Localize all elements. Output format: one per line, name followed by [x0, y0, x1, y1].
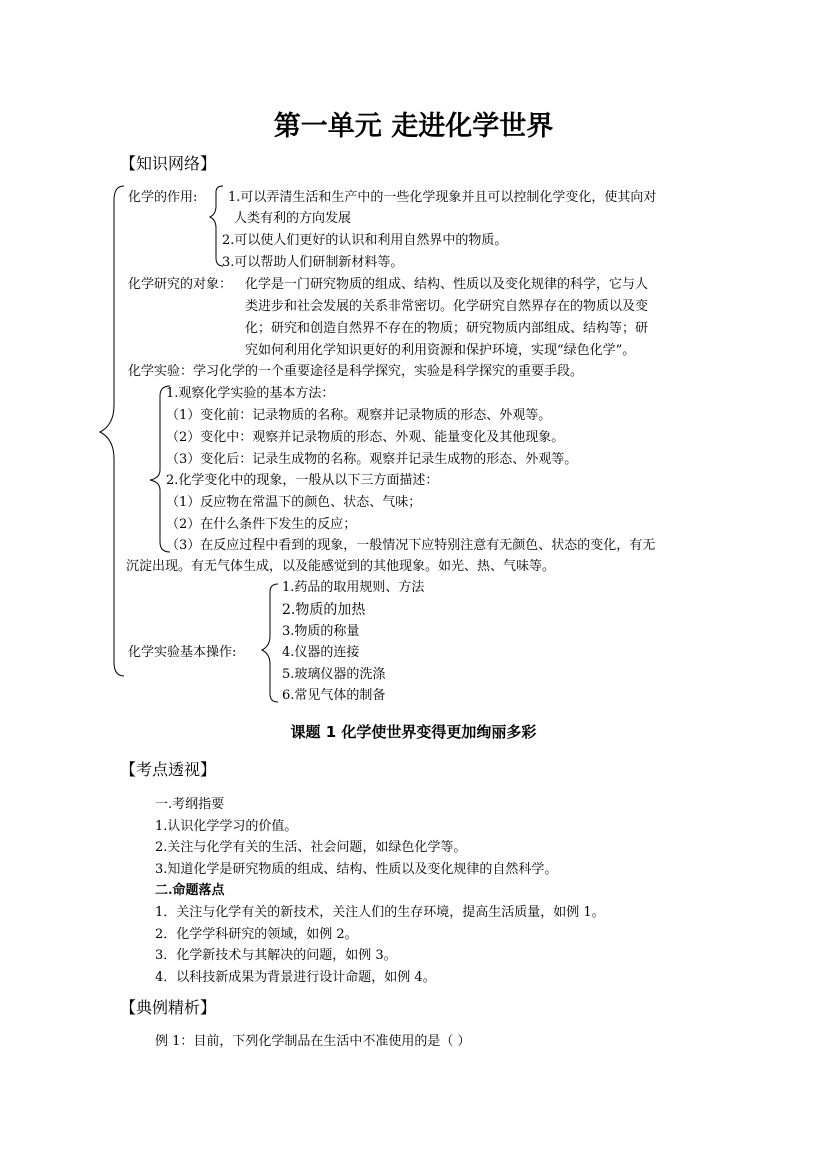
points-item: 4．以科技新成果为背景进行设计命题，如例 4。	[155, 970, 436, 985]
outline-heading: 一.考纲指要	[155, 797, 225, 812]
experiment-line: （2）变化中：观察并记录物质的形态、外观、能量变化及其他现象。	[166, 430, 565, 445]
object-line: 化；研究和创造自然界不存在的物质；研究物质内部组成、结构等；研	[245, 321, 649, 336]
role-label: 化学的作用:	[128, 190, 198, 205]
object-line: 化学是一门研究物质的组成、结构、性质以及变化规律的科学，它与人	[245, 277, 649, 292]
experiment-line: 1.观察化学实验的基本方法：	[166, 386, 335, 401]
role-brace	[210, 186, 223, 266]
points-item: 3．化学新技术与其解决的问题，如例 3。	[155, 948, 397, 963]
object-line: 类进步和社会发展的关系非常密切。化学研究自然界存在的物质以及变	[245, 299, 649, 314]
page-title: 第一单元 走进化学世界	[273, 111, 554, 142]
experiment-line: 沉淀出现。有无气体生成，以及能感觉到的其他现象。如光、热、气味等。	[126, 559, 556, 574]
points-heading: 二.命题落点	[155, 883, 225, 898]
lesson-title: 课题 1 化学使世界变得更加绚丽多彩	[290, 723, 537, 741]
object-line: 究如何利用化学知识更好的利用资源和保护环境，实现“绿色化学”。	[245, 343, 636, 358]
experiment-line: （3）在反应过程中看到的现象，一般情况下应特别注意有无颜色、状态的变化，有无	[166, 538, 656, 553]
outline-item: 1.认识化学学习的价值。	[155, 819, 298, 834]
section-heading-examples: 【典例精析】	[120, 998, 217, 1017]
role-item: 3.可以帮助人们研制新材料等。	[222, 255, 404, 270]
outline-item: 2.关注与化学有关的生活、社会问题，如绿色化学等。	[155, 840, 467, 855]
points-item: 1．关注与化学有关的新技术，关注人们的生存环境，提高生活质量，如例 1。	[155, 905, 605, 920]
operation-item: 5.玻璃仪器的洗涤	[282, 667, 386, 682]
experiment-line: （1）变化前：记录物质的名称。观察并记录物质的形态、外观等。	[166, 408, 552, 423]
section-heading-exam-points: 【考点透视】	[120, 760, 217, 779]
experiment-line: （3）变化后：记录生成物的名称。观察并记录生成物的形态、外观等。	[166, 452, 578, 467]
role-item: 2.可以使人们更好的认识和利用自然界中的物质。	[222, 233, 508, 248]
operation-item: 4.仪器的连接	[282, 645, 360, 660]
operations-brace	[262, 584, 278, 702]
operation-item: 1.药品的取用规则、方法	[282, 580, 425, 595]
operation-item: 3.物质的称量	[282, 624, 360, 639]
example-question: 例 1：目前，下列化学制品在生活中不准使用的是（ ）	[155, 1034, 471, 1049]
outline-item: 3.知道化学是研究物质的组成、结构、性质以及变化规律的自然科学。	[155, 862, 558, 877]
operation-item: 6.常见气体的制备	[282, 688, 386, 703]
experiment-intro: 化学实验：学习化学的一个重要途径是科学探究，实验是科学探究的重要手段。	[128, 364, 584, 379]
object-label: 化学研究的对象：	[128, 277, 233, 292]
experiment-line: （2）在什么条件下发生的反应；	[166, 517, 357, 532]
points-item: 2．化学学科研究的领域，如例 2。	[155, 927, 358, 942]
experiment-line: （1）反应物在常温下的颜色、状态、气味；	[166, 495, 422, 510]
section-heading-network: 【知识网络】	[120, 154, 217, 173]
operation-item: 2.物质的加热	[282, 602, 366, 618]
operation-label: 化学实验基本操作:	[128, 645, 237, 660]
main-brace	[100, 186, 124, 676]
experiment-line: 2.化学变化中的现象，一般从以下三方面描述：	[166, 473, 439, 488]
role-item: 1.可以弄清生活和生产中的一些化学现象并且可以控制化学变化，使其向对	[228, 190, 657, 205]
role-item: 人类有利的方向发展	[234, 211, 352, 226]
